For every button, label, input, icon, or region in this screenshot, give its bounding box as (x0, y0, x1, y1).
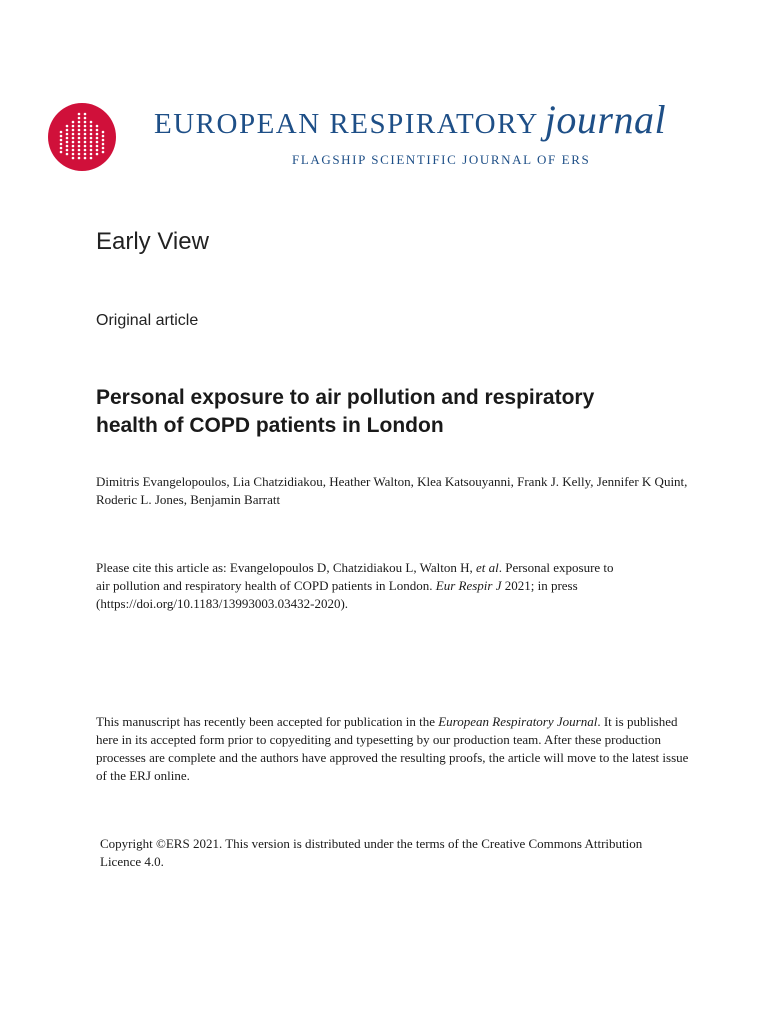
early-view-label: Early View (96, 228, 209, 255)
journal-name-caps: EUROPEAN RESPIRATORY (154, 108, 539, 140)
citation-text (96, 559, 616, 613)
article-title-line-1: Personal exposure to air pollution and respiratory (96, 386, 595, 409)
journal-name-italic: journal (544, 97, 667, 142)
citation-journal: Eur Respir J (435, 578, 502, 593)
acceptance-notice (96, 713, 696, 785)
ers-lungs-logo-icon (47, 102, 117, 172)
notice-suffix: . It is published here in its accepted form prior to copyediting and typesetting by our production team. After these production processes are complete and the authors have approved the resulting proofs, the article will move to the latest issue of the ERJ online. (96, 714, 689, 783)
article-title (96, 384, 656, 440)
notice-journal: European Respiratory Journal (438, 714, 598, 729)
article-type: Original article (96, 312, 199, 329)
citation-prefix: Please cite this article as: Evangelopoulos D, Chatzidiakou L, Walton H, (96, 560, 476, 575)
citation-etal: et al (475, 560, 499, 575)
citation-suffix: 2021; in press (https://doi.org/10.1183/13993003.03432-2020). (96, 578, 578, 611)
citation-middle: . Personal exposure to air pollution and respiratory health of COPD patients in London. (96, 560, 614, 593)
journal-name (154, 96, 666, 143)
article-title-line-2: health of COPD patients in London (96, 414, 444, 437)
notice-prefix: This manuscript has recently been accepted for publication in the (96, 714, 439, 729)
copyright-notice: Copyright ©ERS 2021. This version is distributed under the terms of the Creative Commons Attribution Licence 4.0. (100, 836, 643, 869)
author-list: Dimitris Evangelopoulos, Lia Chatzidiakou, Heather Walton, Klea Katsouyanni, Frank J. Kelly, Jennifer K Quint, Roderic L. Jones, Benjamin Barratt (96, 474, 688, 507)
journal-tagline: FLAGSHIP SCIENTIFIC JOURNAL OF ERS (292, 152, 591, 167)
